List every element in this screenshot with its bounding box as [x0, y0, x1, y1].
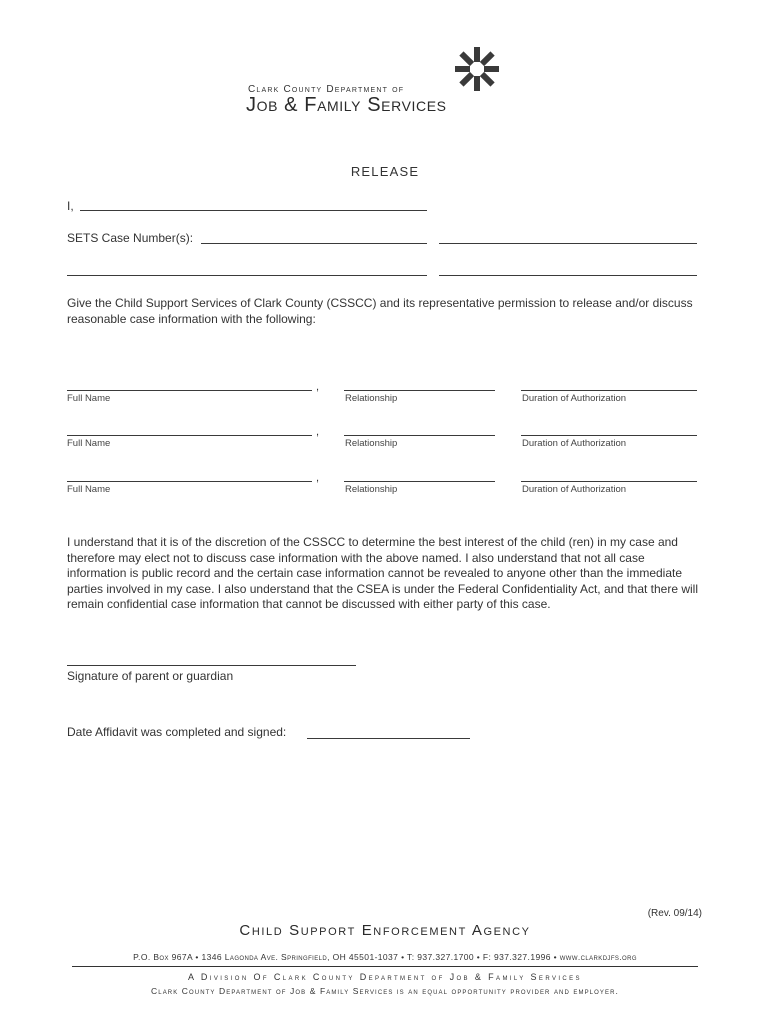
- sets-case-field-1[interactable]: [201, 243, 427, 244]
- name-field[interactable]: [80, 210, 427, 211]
- comma-separator: ,: [316, 426, 320, 438]
- comma-separator: ,: [316, 472, 320, 484]
- division-note: A Division Of Clark County Department of Job & Family Services: [188, 972, 582, 982]
- relationship-field[interactable]: [344, 390, 495, 391]
- full-name-caption: Full Name: [67, 484, 111, 495]
- signature-label: Signature of parent or guardian: [67, 669, 234, 683]
- full-name-field[interactable]: [67, 481, 312, 482]
- relationship-caption: Relationship: [345, 393, 398, 404]
- department-title: Job & Family Services: [246, 94, 447, 116]
- date-field[interactable]: [307, 738, 470, 739]
- agency-name: Child Support Enforcement Agency: [239, 922, 531, 939]
- sets-case-field-4[interactable]: [439, 275, 697, 276]
- starburst-logo-icon: [454, 46, 500, 92]
- department-subtitle: Clark County Department of: [248, 84, 405, 95]
- signature-field[interactable]: [67, 665, 356, 666]
- duration-field[interactable]: [521, 390, 697, 391]
- revision-note: (Rev. 09/14): [647, 908, 702, 919]
- full-name-field[interactable]: [67, 390, 312, 391]
- sets-case-label: SETS Case Number(s):: [67, 231, 194, 245]
- permission-paragraph: Give the Child Support Services of Clark County (CSSCC) and its representative permission to release and/or discuss reasonable case information with the following:: [67, 296, 693, 326]
- i-label: I,: [67, 199, 74, 213]
- duration-caption: Duration of Authorization: [522, 393, 627, 404]
- duration-field[interactable]: [521, 435, 697, 436]
- relationship-field[interactable]: [344, 435, 495, 436]
- equal-opportunity-note: Clark County Department of Job & Family Services is an equal opportunity provider and employer.: [151, 986, 619, 996]
- full-name-field[interactable]: [67, 435, 312, 436]
- form-title: RELEASE: [350, 164, 420, 179]
- sets-case-field-3[interactable]: [67, 275, 427, 276]
- understanding-paragraph: I understand that it is of the discretion of the CSSCC to determine the best interest of the child (ren) in my case and therefore may elect not to discuss case information with the above named. I also understand that not all case information is public record and the certain case information cannot be revealed to anyone other than the immediate parties involved in my case. I also understand that the CSEA is under the Federal Confidentiality Act, and that there will remain confidential case information that cannot be discussed with either party of this case.: [67, 535, 699, 612]
- duration-caption: Duration of Authorization: [522, 438, 627, 449]
- agency-address: P.O. Box 967A • 1346 Lagonda Ave. Springfield, OH 45501-1037 • T: 937.327.1700 • F: 937.327.1996 • www.clarkdjfs.org: [133, 952, 637, 962]
- sets-case-field-2[interactable]: [439, 243, 697, 244]
- duration-caption: Duration of Authorization: [522, 484, 627, 495]
- footer-divider: [72, 966, 698, 967]
- relationship-caption: Relationship: [345, 484, 398, 495]
- duration-field[interactable]: [521, 481, 697, 482]
- relationship-caption: Relationship: [345, 438, 398, 449]
- full-name-caption: Full Name: [67, 438, 111, 449]
- full-name-caption: Full Name: [67, 393, 111, 404]
- comma-separator: ,: [316, 381, 320, 393]
- date-label: Date Affidavit was completed and signed:: [67, 725, 287, 739]
- relationship-field[interactable]: [344, 481, 495, 482]
